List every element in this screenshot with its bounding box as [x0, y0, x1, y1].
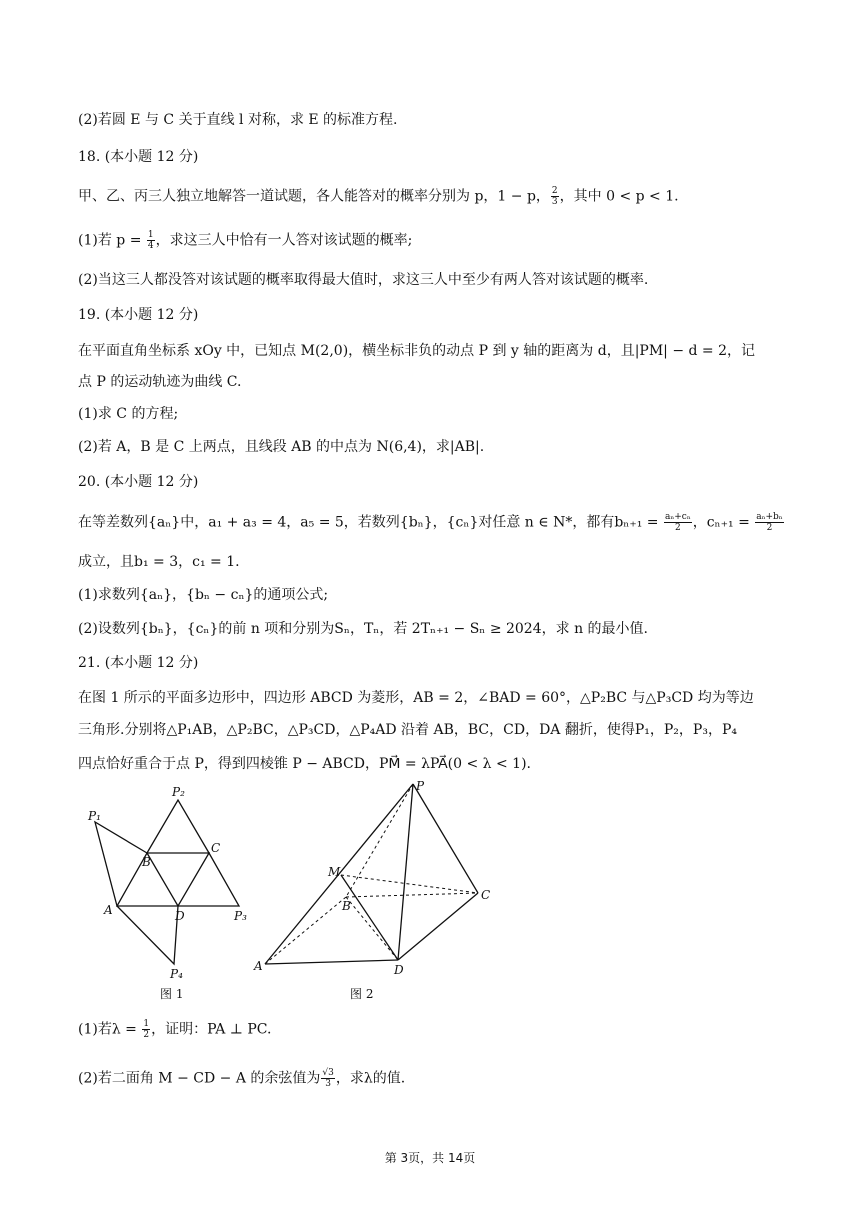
- q20-line1-text-b: ，cₙ₊₁ =: [692, 514, 755, 531]
- q21-part2: [78, 1068, 405, 1089]
- segment-md: [341, 875, 398, 960]
- q18-part1-fraction: [147, 230, 155, 251]
- figure-1: [80, 780, 260, 1005]
- fraction-numerator: 2: [551, 186, 558, 196]
- fraction-denominator: 2: [143, 1030, 150, 1040]
- q18-part1-text-a: (1)若 p =: [78, 232, 146, 249]
- figure-1-caption: 图 1: [160, 987, 184, 1001]
- fraction-numerator: aₙ+cₙ: [664, 512, 691, 522]
- q21-part2-text-a: (2)若二面角 M − CD − A 的余弦值为: [78, 1070, 321, 1087]
- q21-line1: 在图 1 所示的平面多边形中，四边形 ABCD 为菱形，AB = 2，∠BAD = 60°，△P₂BC 与△P₃CD 均为等边: [78, 690, 754, 706]
- triangle-p4ad: [117, 906, 178, 964]
- q21-part1: [78, 1019, 271, 1040]
- fraction-denominator: 3: [325, 1079, 331, 1089]
- fraction-denominator: 2: [674, 523, 681, 533]
- q20-fraction-b: [664, 512, 692, 533]
- fraction-numerator: 1: [147, 230, 154, 240]
- edge-ad: [265, 960, 398, 964]
- edge-ab-hidden: [265, 897, 346, 964]
- q18-stem-text-a: 甲、乙、丙三人独立地解答一道试题，各人能答对的概率分别为 p，1 − p，: [78, 188, 550, 205]
- q20-line2: 成立，且b₁ = 3，c₁ = 1.: [78, 554, 240, 570]
- edge-pc: [413, 784, 478, 893]
- q19-part2: (2)若 A，B 是 C 上两点，且线段 AB 的中点为 N(6,4)，求|AB|.: [78, 439, 485, 455]
- label-p4: P₄: [170, 967, 183, 981]
- q19-part1: (1)求 C 的方程;: [78, 406, 179, 422]
- page-footer: 第 3页，共 14页: [384, 1151, 476, 1165]
- edge-pd: [398, 784, 413, 960]
- fraction-numerator: aₙ+bₙ: [756, 512, 783, 522]
- edge-dc: [398, 893, 478, 960]
- q18-stem-text-b: ，其中 0 < p < 1.: [559, 188, 679, 205]
- q20-part2: (2)设数列{bₙ}，{cₙ}的前 n 项和分别为Sₙ，Tₙ，若 2Tₙ₊₁ − Sₙ ≥ 2024，求 n 的最小值.: [78, 621, 648, 637]
- q20-part1: (1)求数列{aₙ}，{bₙ − cₙ}的通项公式;: [78, 587, 329, 603]
- fraction-denominator: 3: [551, 197, 558, 207]
- label-d: D: [394, 963, 404, 977]
- label-m: M: [328, 865, 341, 879]
- label-c: C: [481, 888, 491, 902]
- q17-part2: (2)若圆 E 与 C 关于直线 l 对称，求 E 的标准方程.: [78, 112, 398, 128]
- label-b: B: [342, 899, 351, 913]
- q20-header: 20. (本小题 12 分): [78, 474, 199, 490]
- figure-2-caption: 图 2: [350, 987, 374, 1001]
- q18-stem: [78, 186, 679, 207]
- segment-mc-hidden: [341, 875, 478, 893]
- q18-part1: [78, 230, 412, 251]
- q21-part1-fraction: [142, 1019, 150, 1040]
- label-a: A: [104, 903, 113, 917]
- q21-part2-text-b: ，求λ的值.: [335, 1070, 406, 1087]
- q21-line2: 三角形.分别将△P₁AB，△P₂BC，△P₃CD，△P₄AD 沿着 AB，BC，CD，DA 翻折，使得P₁，P₂，P₃，P₄: [78, 722, 737, 738]
- q21-part1-text-a: (1)若λ =: [78, 1021, 142, 1038]
- q21-part1-text-b: ，证明：PA ⊥ PC.: [151, 1021, 272, 1038]
- label-p1: P₁: [88, 809, 101, 823]
- label-c: C: [211, 841, 221, 855]
- label-p3: P₃: [234, 909, 247, 923]
- q18-header: 18. (本小题 12 分): [78, 149, 199, 165]
- fraction-numerator: √3: [322, 1068, 334, 1078]
- q21-header: 21. (本小题 12 分): [78, 655, 199, 671]
- q21-part2-fraction: [321, 1068, 334, 1089]
- label-a: A: [254, 959, 263, 973]
- q20-fraction-c: [755, 512, 783, 533]
- q20-line1: [78, 512, 785, 533]
- q19-line2: 点 P 的运动轨迹为曲线 C.: [78, 374, 242, 390]
- diagonal-bd: [147, 853, 178, 906]
- edge-bc-hidden: [346, 893, 478, 897]
- fraction-denominator: 4: [147, 241, 154, 251]
- q18-fraction: [551, 186, 559, 207]
- q18-part2: (2)当这三人都没答对该试题的概率取得最大值时，求这三人中至少有两人答对该试题的概率.: [78, 272, 649, 288]
- triangle-p1ab: [95, 822, 147, 906]
- label-b: B: [142, 855, 151, 869]
- q19-line1: 在平面直角坐标系 xOy 中，已知点 M(2,0)，横坐标非负的动点 P 到 y 轴的距离为 d，且|PM| − d = 2，记: [78, 343, 756, 359]
- triangle-p2bc: [147, 800, 209, 853]
- q19-header: 19. (本小题 12 分): [78, 307, 199, 323]
- figure-2: [250, 780, 500, 1005]
- triangle-p3cd: [178, 853, 239, 906]
- label-p: P: [416, 780, 425, 793]
- label-d: D: [175, 909, 185, 923]
- fraction-numerator: 1: [143, 1019, 150, 1029]
- label-p2: P₂: [172, 785, 185, 799]
- fraction-denominator: 2: [766, 523, 773, 533]
- edge-bd-hidden: [346, 897, 398, 960]
- q18-part1-text-b: ，求这三人中恰有一人答对该试题的概率;: [155, 232, 413, 249]
- q21-line3: 四点恰好重合于点 P，得到四棱锥 P − ABCD，PM⃗ = λPA⃗(0 < λ < 1).: [78, 756, 532, 772]
- q20-line1-text-a: 在等差数列{aₙ}中，a₁ + a₃ = 4，a₅ = 5，若数列{bₙ}，{cₙ}对任意 n ∈ N*，都有bₙ₊₁ =: [78, 514, 663, 531]
